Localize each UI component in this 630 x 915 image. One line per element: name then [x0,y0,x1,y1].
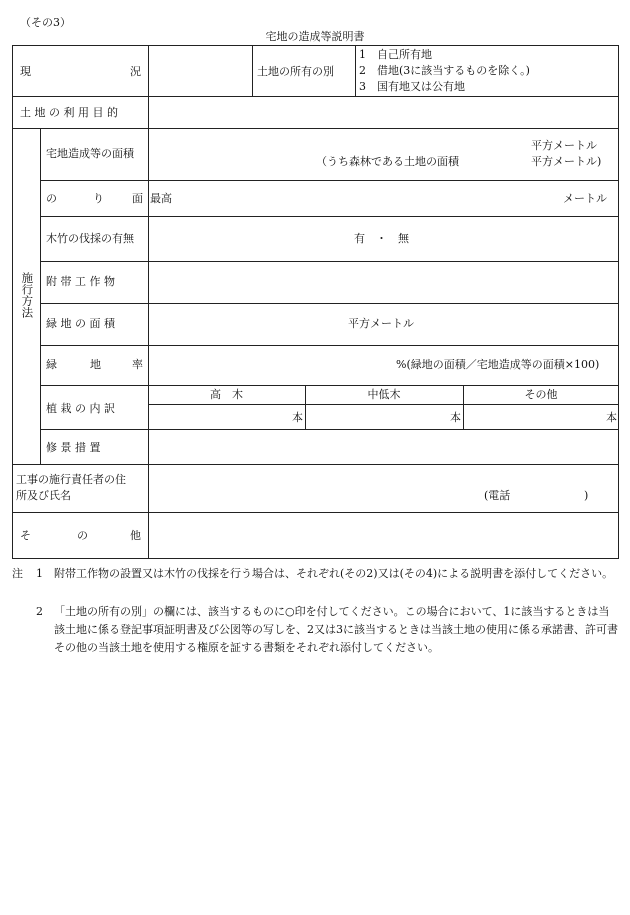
green-rate-formula: %(緑地の面積／宅地造成等の面積×100) [396,358,600,371]
phone-close: ) [584,489,589,502]
green-rate-label-b: 地 [90,358,101,371]
forest-area-note: （うち森林である土地の面積 [316,155,459,168]
felling-value: 有 ・ 無 [354,232,409,245]
note-2-text: 「土地の所有の別」の欄には、該当するものに○印を付してください。この場合において、1に該当するときは当該土地に係る登記事項証明書及び公図等の写しを、2又は3に該当するときは当該土地の使用に係る承諾書、許可書その他の当該土地を使用する権原を証する書類をそれぞれ添付してください。 [54,605,618,654]
other-label-c: 他 [130,529,141,542]
planting-unit-other: 本 [606,411,617,424]
note-1-text: 附帯工作物の設置又は木竹の伐採を行う場合は、それぞれ(その2)又は(その4)による説明書を添付してください。 [54,567,614,580]
green-area-label: 緑 地 の 面 積 [46,317,115,330]
slope-label-a: の [46,192,57,205]
phone-open: (電話 [484,489,511,502]
planting-col-tall: 高 木 [210,388,243,401]
notes-prefix: 注 [12,567,23,580]
slope-label-c: 面 [132,192,143,205]
manager-label-line2: 所及び氏名 [16,489,71,502]
slope-label-b: り [93,192,104,205]
area-unit-1: 平方メートル [531,139,597,152]
other-label-b: の [77,529,88,542]
structure-label: 附 帯 工 作 物 [46,275,115,288]
planting-unit-mid: 本 [450,411,461,424]
planting-label: 植 栽 の 内 訳 [46,402,115,415]
manager-label-line1: 工事の施行責任者の住 [16,473,126,486]
other-label-a: そ [20,529,31,542]
planting-unit-tall: 本 [292,411,303,424]
planting-col-other: その他 [524,388,558,401]
genkyo-label-a: 現 [20,65,31,78]
method-group-label: 施行方法 [20,272,35,318]
area-unit-2: 平方メートル) [531,155,602,168]
note-2-num: 2 [36,605,43,618]
green-rate-label-c: 率 [132,358,143,371]
purpose-label: 土 地 の 利 用 目 的 [20,106,118,119]
ownership-option-2: 2 借地(3に該当するものを除く。) [359,64,530,77]
document-title: 宅地の造成等説明書 [265,30,365,43]
green-rate-label-a: 緑 [46,358,57,371]
genkyo-label-b: 況 [130,65,141,78]
slope-unit: メートル [563,192,607,205]
slope-prefix: 最高 [150,192,172,205]
page-label: （その3） [20,16,71,29]
area-label: 宅地造成等の面積 [46,147,134,160]
ownership-label: 土地の所有の別 [257,65,334,78]
ownership-option-3: 3 国有地又は公有地 [359,80,465,93]
landscape-label: 修 景 措 置 [46,441,101,454]
green-area-unit: 平方メートル [348,317,414,330]
planting-col-mid: 中低木 [367,388,401,401]
ownership-option-1: 1 自己所有地 [359,48,432,61]
note-1-num: 1 [36,567,43,580]
felling-label: 木竹の伐採の有無 [46,232,134,245]
